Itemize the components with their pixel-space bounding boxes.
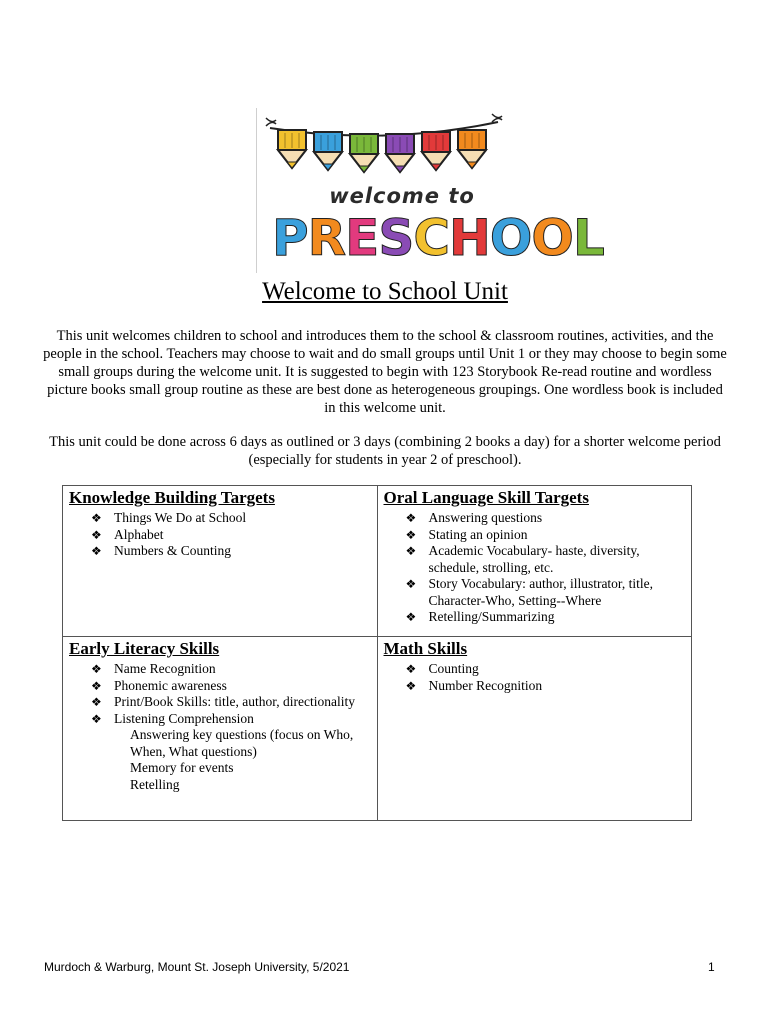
targets-table — [62, 485, 692, 821]
oral-language-cell — [377, 486, 692, 637]
list-item-text: Counting — [428, 661, 479, 676]
diamond-bullet-icon: ❖ — [405, 678, 417, 693]
pencil-pennant-icon — [422, 132, 450, 170]
diamond-bullet-icon: ❖ — [91, 695, 102, 709]
preschool-letter: L — [572, 209, 604, 267]
list-item — [406, 661, 686, 678]
diamond-bullet-icon: ❖ — [405, 577, 417, 591]
oral-language-heading: Oral Language Skill Targets — [383, 488, 589, 507]
list-item — [406, 678, 686, 695]
list-item-text: Stating an opinion — [428, 526, 528, 542]
list-item — [406, 609, 686, 626]
list-item — [91, 694, 371, 711]
list-item-text: Number Recognition — [428, 677, 543, 693]
oral-language-list — [384, 510, 686, 626]
preschool-letter: P — [272, 209, 308, 267]
early-literacy-cell — [63, 637, 378, 821]
early-literacy-list — [69, 661, 371, 793]
diamond-bullet-icon: ❖ — [91, 527, 102, 542]
preschool-letter: H — [449, 209, 490, 267]
diamond-bullet-icon: ❖ — [405, 527, 417, 542]
list-item-text: Listening Comprehension — [114, 710, 254, 726]
logo-divider — [256, 108, 257, 273]
list-item — [91, 661, 371, 678]
schedule-paragraph: This unit could be done across 6 days as outlined or 3 days (combining 2 books a day) for a shorter welcome period (especially for students in year 2 of preschool). — [49, 434, 721, 468]
list-item-text: Phonemic awareness — [114, 677, 227, 693]
list-item — [406, 543, 686, 576]
list-item-text: Numbers & Counting — [114, 543, 231, 558]
pencil-pennant-icon — [278, 130, 306, 168]
list-item — [91, 678, 371, 695]
diamond-bullet-icon: ❖ — [91, 511, 102, 525]
knowledge-targets-cell — [63, 486, 378, 637]
preschool-letter: O — [489, 209, 532, 267]
page-number: 1 — [708, 960, 715, 974]
footer-credit: Murdoch & Warburg, Mount St. Joseph University, 5/2021 — [44, 960, 350, 974]
list-item — [91, 543, 371, 560]
list-item — [406, 576, 686, 609]
list-item — [406, 527, 686, 544]
diamond-bullet-icon: ❖ — [405, 511, 417, 525]
list-item-text: Retelling/Summarizing — [428, 609, 555, 624]
diamond-bullet-icon: ❖ — [405, 662, 417, 676]
list-item-text: Things We Do at School — [114, 510, 247, 525]
pencil-bunting-icon — [264, 112, 504, 182]
diamond-bullet-icon: ❖ — [405, 610, 417, 624]
math-skills-heading: Math Skills — [383, 639, 468, 658]
preschool-wordmark — [272, 208, 604, 268]
list-item-text: Print/Book Skills: title, author, directionality — [114, 694, 355, 709]
diamond-bullet-icon: ❖ — [91, 711, 102, 726]
early-literacy-heading: Early Literacy Skills — [69, 639, 220, 658]
page-title: Welcome to School Unit — [262, 278, 508, 305]
list-item-text: Academic Vocabulary- haste, diversity, schedule, strolling, etc. — [428, 543, 640, 575]
diamond-bullet-icon: ❖ — [91, 662, 102, 676]
list-item — [406, 510, 686, 527]
sub-item: Answering key questions (focus on Who, When, What questions) — [130, 727, 354, 759]
knowledge-targets-list — [69, 510, 371, 560]
list-item-text: Name Recognition — [114, 661, 216, 676]
math-skills-cell — [377, 637, 692, 821]
diamond-bullet-icon: ❖ — [91, 544, 102, 558]
preschool-letter: E — [345, 209, 379, 267]
preschool-letter: C — [413, 209, 450, 267]
diamond-bullet-icon: ❖ — [91, 678, 102, 693]
diamond-bullet-icon: ❖ — [405, 544, 417, 558]
list-item-text: Answering questions — [428, 510, 543, 525]
sub-item: Memory for events — [130, 760, 234, 775]
pencil-pennant-icon — [350, 134, 378, 172]
list-item — [91, 510, 371, 527]
sub-item: Retelling — [130, 776, 180, 792]
pencil-pennant-icon — [458, 130, 486, 168]
knowledge-targets-heading: Knowledge Building Targets — [69, 488, 275, 507]
list-item-text: Story Vocabulary: author, illustrator, title, Character-Who, Setting--Where — [428, 576, 654, 608]
welcome-to-preschool-logo — [256, 108, 604, 278]
preschool-letter: S — [378, 209, 414, 267]
pencil-pennant-icon — [386, 134, 414, 172]
math-skills-list — [384, 661, 686, 694]
pencil-pennant-icon — [314, 132, 342, 170]
list-item — [91, 711, 371, 794]
preschool-letter: R — [307, 209, 346, 267]
list-item-text: Alphabet — [114, 526, 164, 542]
list-item — [91, 527, 371, 544]
welcome-to-text: welcome to — [329, 184, 475, 208]
preschool-letter: O — [531, 209, 573, 267]
intro-paragraph: This unit welcomes children to school and introduces them to the school & classroom routines, activities, and the people in the school. Teachers may choose to wait and do small groups until Unit 1 or they may choose to begin some small groups during the welcome unit. It is suggested to begin with 123 Storybook Re-read routine and wordless picture books small group routine as these are best done as heterogeneous groupings. One wordless book is included in this welcome unit. — [43, 328, 727, 416]
